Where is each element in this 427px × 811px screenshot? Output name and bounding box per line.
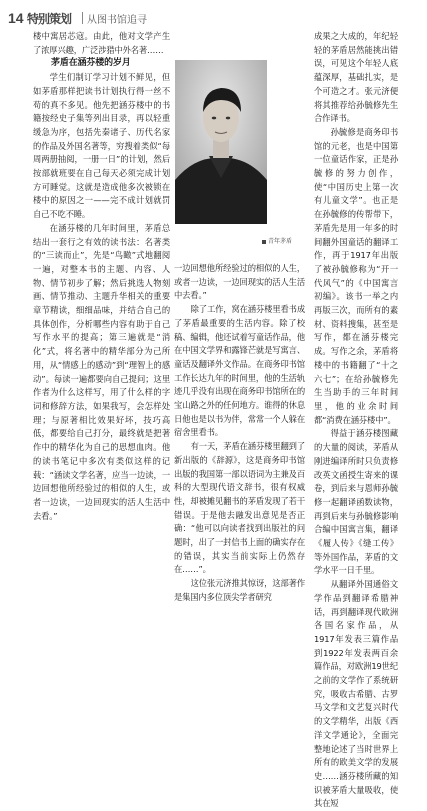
paragraph: 得益于涵芬楼图藏的大量的阅读，茅盾从刚进编译所时只负责修改英文函授生寄来的课卷，到后来与恩师孙毓修一起翻译函数读物，再到后来与孙毓修影响合编中国寓言集，翻译《履人传》《缝工传》等外国作品，茅盾的文学水平一日千里。 <box>314 428 398 576</box>
paragraph: 这位张元济推其惊讶，这部著作是集国内多位顶尖学者研究 <box>174 578 305 602</box>
portrait-photo <box>175 60 267 224</box>
section-title: 特别策划 <box>27 12 72 26</box>
section-subtitle: 从图书馆追寻 <box>87 15 147 26</box>
paragraph: 在涵芬楼的几年时间里，茅盾总结出一套行之有效的读书法：名著类的“三读而止”，先是“鸟瞰”式地翻阅一遍，对整本书的主题、内容、人物、情节初步了解；然后挑选人物刻画、情节推动、主题升华相关的重要章节精读，细细品味，并结合自己的具体创作，分析哪些内容有助于自己写作水平的提高；第三遍就是“消化”式，将名著中的精华部分为己所用，从“情感上的感动”到“理智上的感动”。每读一遍都要向自己提问；这里作者为什么这样写，用了什么样的字词和修辞方法，如果我写，会怎样处理；与原著相比效果好坏，技巧高低，都要给自己打分，最终就是把著作中的精华化为自己的思想血肉。他的读书笔记中多次有类似这样的记载：“涵读文学名著，应当一边读，一边回想他所经验过的相似的人生，或者一边读，一边回现实的活人生活中去看。” <box>33 222 170 521</box>
paragraph: 有一天，茅盾在涵芬楼里翻到了新出版的《辞源》，这是商务印书馆出版的我国第一部以语词为主兼及百科的大型现代语文辞书，很有权威性，却被摊见翻书的茅盾发现了若干错误。于是他去融发出意见是否正确：“他可以向读者找到出版社的问题时，出了一封信书上面的确实存在的错误，其实当前实际上仍然存在……”。 <box>174 441 305 575</box>
paragraph: 孙毓修是商务印书馆的元老，也是中国第一位童话作家，正是孙毓修的努力创作，使“中国历史上第一次有儿童文学”。也正是在孙毓修的传帮带下，茅盾先是用一年多的时间翻外国童话的翻译工作，再于1917年出版了被孙毓修称为“开一代风气”的《中国寓言初编》。该书一举之内再版三次，而所有的素材、资料搜集，甚至是写作，都在涵芬楼完成。写作之余，茅盾将楼中的书籍翻了“十之六七”；在给孙毓修先生当助手的三年时间里，他的业余时间都“消费在涵芬楼中”。 <box>314 126 398 425</box>
paragraph: 一边回想他所经验过的相似的人生，或者一边读，一边回现实的活人生活中去看。” <box>174 263 305 301</box>
photo-caption <box>262 236 292 245</box>
paragraph: 成果之大成的，年纪轻轻的茅盾居然能挑出错误，可见这个年轻人底蕴深厚，基础扎实，是个可造之才。张元济便将其推荐给孙毓修先生合作译书。 <box>314 31 398 124</box>
middle-column <box>174 262 305 602</box>
caption-text: 青年茅盾 <box>268 238 293 245</box>
right-column <box>314 30 398 809</box>
header-divider <box>82 12 83 24</box>
section-heading: 茅盾在涵芬楼的岁月 <box>51 58 131 69</box>
paragraph: 除了工作，窝在涵芬楼里看书成了茅盾最重要的生活内容。除了校稿、编辑，他还试着写童话作品，他在中国文学界和露锋芒就是写寓言、童话及翻译外文作品。在商务印书馆工作长达九年的时间里，他的生活轨迹几乎没有出现在商务印书馆所在的宝山路之外的任何地方。谁得的休息日他也是以书为伴，常常一个人躲在宿舍里看书。 <box>174 304 305 438</box>
left-column <box>33 30 170 570</box>
page-header <box>0 0 427 30</box>
page-number: 14 <box>8 10 24 26</box>
paragraph: 从翻译外国通俗文学作品到翻译希腊神话，再到翻译现代欧洲各国名家作品，从1917年发表三篇作品到1922年发表两百余篇作品，对欧洲19世纪之前的文学作了系统研究，吸收古希腊、古罗马文学和文艺复兴时代的文学精华，出版《西洋文学通论》，全面完整地论述了当时世界上所有的欧美文学的发展史……涵芬楼所藏的知识被茅盾大量吸收，使其在短 <box>314 579 398 809</box>
paragraph: 楼中寓居芯寇。由此，他对文学产生了浓厚兴趣，广泛涉猎中外名著…… <box>33 31 170 55</box>
paragraph: 学生们制订学习计划不鲜见，但如茅盾那样把读书计划执行得一丝不苟的真不多见。他先把涵芬楼中的书籍按经史子集等列出目录，再以轻重缓急为序，包括先秦诸子、历代名家的作品及外国名著等，穷搜着类似“每周两册抽阅，一册一日”的计划，然后按部就班要在自己每天必须完成计划方可睡觉。这就是造成他多次被锁在楼中的原因之一——完不成计划就罚自己不吃不睡。 <box>33 72 170 220</box>
caption-marker-icon <box>262 240 266 244</box>
